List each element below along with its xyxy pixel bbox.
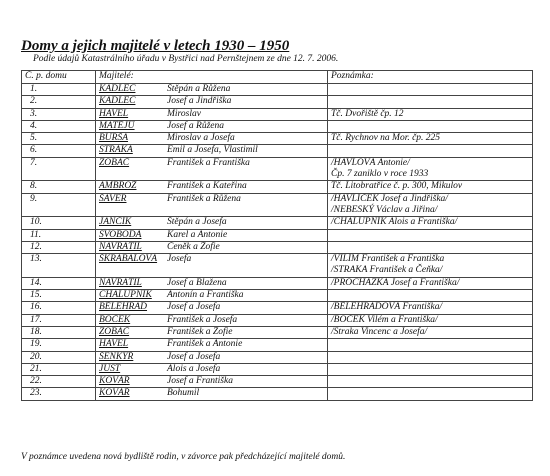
owner-given-names: Josef a Růžena — [167, 120, 224, 131]
table-row — [22, 376, 533, 388]
house-number: 12. — [22, 241, 96, 253]
owner-given-names: Josef a Františka — [167, 376, 233, 387]
note-cell — [328, 314, 533, 326]
owners-cell — [96, 363, 328, 375]
house-number: 16. — [22, 302, 96, 314]
owner-given-names: František a Růžena — [167, 193, 241, 204]
house-number: 21. — [22, 363, 96, 375]
note-line: /PROCHÁZKA Josef a Františka/ — [331, 277, 460, 288]
owners-cell — [96, 351, 328, 363]
house-number: 20. — [22, 351, 96, 363]
header-house-number: Č. p. domu — [22, 71, 96, 84]
table-row — [22, 229, 533, 241]
note-cell — [328, 217, 533, 229]
header-owners: Majitelé: — [96, 71, 328, 84]
owner-given-names: Josef a Jindřiška — [167, 96, 232, 107]
owner-given-names: Štěpán a Josefa — [167, 217, 227, 228]
owners-cell — [96, 157, 328, 181]
note-cell — [328, 96, 533, 108]
owner-given-names: František a Žofie — [167, 326, 233, 337]
note-line: /CHALUPNÍK Alois a Františka/ — [331, 217, 458, 228]
owner-surname: KOVÁŘ — [99, 376, 130, 387]
house-number: 18. — [22, 326, 96, 338]
footnote: V poznámce uvedena nová bydliště rodin, v závorce pak předcházející majitelé domů. — [21, 452, 346, 462]
note-line: /HAVLÍČEK Josef a Jindřiška/ — [331, 193, 448, 204]
table-body — [22, 84, 533, 401]
owner-surname: AMBROŽ — [99, 181, 137, 192]
table-row — [22, 145, 533, 157]
note-cell — [328, 302, 533, 314]
owners-cell — [96, 277, 328, 289]
owner-surname: NAVRÁTIL — [99, 277, 142, 288]
owners-cell — [96, 326, 328, 338]
note-cell — [328, 376, 533, 388]
owner-surname: ŠKRABALOVÁ — [99, 254, 158, 265]
note-cell — [328, 157, 533, 181]
owner-surname: JUST — [99, 363, 121, 374]
table-row — [22, 314, 533, 326]
note-line: Tč. Rychnov na Mor. čp. 225 — [331, 133, 441, 144]
table-row — [22, 339, 533, 351]
note-line: /NEBESKÝ Václav a Jiřina/ — [331, 204, 438, 215]
owners-cell — [96, 84, 328, 96]
owners-cell — [96, 181, 328, 193]
owners-cell — [96, 241, 328, 253]
house-number: 2. — [22, 96, 96, 108]
note-cell — [328, 181, 533, 193]
house-number: 6. — [22, 145, 96, 157]
owners-cell — [96, 108, 328, 120]
owner-surname: KOVÁŘ — [99, 388, 130, 399]
table-row — [22, 84, 533, 96]
house-number: 10. — [22, 217, 96, 229]
house-number: 22. — [22, 376, 96, 388]
owner-surname: JANČÍK — [99, 217, 132, 228]
owner-surname: SVOBODA — [99, 229, 142, 240]
table-row — [22, 193, 533, 217]
owner-surname: ZOBAČ — [99, 157, 130, 168]
owner-surname: BURŠA — [99, 133, 129, 144]
note-cell — [328, 241, 533, 253]
note-cell — [328, 145, 533, 157]
house-number: 9. — [22, 193, 96, 217]
table-row — [22, 241, 533, 253]
owner-surname: MATĚJŮ — [99, 120, 135, 131]
owner-given-names: Miroslav a Josefa — [167, 133, 235, 144]
note-cell — [328, 277, 533, 289]
owners-cell — [96, 376, 328, 388]
owner-given-names: Bohumil — [167, 388, 200, 399]
owner-surname: BOČEK — [99, 314, 131, 325]
table-row — [22, 326, 533, 338]
document-title: Domy a jejich majitelé v letech 1930 – 1950 — [21, 38, 290, 54]
owner-given-names: Emil a Josefa, Vlastimil — [167, 145, 258, 156]
note-cell — [328, 339, 533, 351]
owner-given-names: Čeněk a Žofie — [167, 241, 220, 252]
table-row — [22, 290, 533, 302]
note-cell — [328, 108, 533, 120]
note-cell — [328, 351, 533, 363]
owner-surname: NAVRÁTIL — [99, 241, 142, 252]
owners-cell — [96, 254, 328, 278]
table-row — [22, 96, 533, 108]
owner-surname: KADLEC — [99, 96, 136, 107]
owner-surname: ŠAVER — [99, 193, 127, 204]
table-row — [22, 351, 533, 363]
owners-cell — [96, 217, 328, 229]
owner-surname: ZOBAČ — [99, 326, 130, 337]
house-number: 4. — [22, 120, 96, 132]
owners-cell — [96, 120, 328, 132]
owner-surname: KADLEC — [99, 84, 136, 94]
owner-surname: ŠENKÝŘ — [99, 351, 134, 362]
owners-cell — [96, 96, 328, 108]
document-subtitle: Podle údajů Katastrálního úřadu v Bystřici nad Pernštejnem ze dne 12. 7. 2006. — [33, 54, 339, 64]
table-row — [22, 120, 533, 132]
owners-cell — [96, 290, 328, 302]
table-row — [22, 133, 533, 145]
note-cell — [328, 229, 533, 241]
note-cell — [328, 254, 533, 278]
owner-surname: HAVEL — [99, 108, 129, 119]
house-number: 14. — [22, 277, 96, 289]
note-cell — [328, 326, 533, 338]
owner-surname: STRAKA — [99, 145, 133, 156]
note-line: /HAVLOVÁ Antonie/ — [331, 157, 410, 168]
owners-cell — [96, 193, 328, 217]
owner-given-names: Karel a Antonie — [167, 229, 228, 240]
note-cell — [328, 133, 533, 145]
owner-given-names: Antonín a Františka — [167, 290, 244, 301]
house-number: 17. — [22, 314, 96, 326]
note-cell — [328, 290, 533, 302]
table-row — [22, 157, 533, 181]
note-line: /VILÍM František a Františka — [331, 254, 445, 265]
owners-cell — [96, 145, 328, 157]
owners-cell — [96, 133, 328, 145]
owner-given-names: František a Josefa — [167, 314, 238, 325]
house-number: 13. — [22, 254, 96, 278]
note-cell — [328, 84, 533, 96]
owner-given-names: Josef a Blažena — [167, 277, 227, 288]
owner-given-names: Alois a Josefa — [167, 363, 221, 374]
note-line: /BOČEK Vilém a Františka/ — [331, 314, 438, 325]
house-number: 3. — [22, 108, 96, 120]
owners-cell — [96, 388, 328, 400]
owner-surname: HAVEL — [99, 339, 129, 350]
house-number: 1. — [22, 84, 96, 96]
note-line: Tč. Dvořiště čp. 12 — [331, 108, 404, 119]
table-header-row — [22, 71, 533, 84]
table-row — [22, 217, 533, 229]
owner-given-names: František a Kateřina — [167, 181, 247, 192]
owner-given-names: Štěpán a Růžena — [167, 84, 231, 94]
table-row — [22, 108, 533, 120]
table-row — [22, 388, 533, 400]
owner-given-names: František a Františka — [167, 157, 250, 168]
owner-given-names: Miroslav — [167, 108, 201, 119]
note-line: Čp. 7 zaniklo v roce 1933 — [331, 169, 429, 180]
owner-surname: BĚLEHRAD — [99, 302, 148, 313]
owners-cell — [96, 314, 328, 326]
house-number: 7. — [22, 157, 96, 181]
note-line: Tč. Litobratřice č. p. 300, Mikulov — [331, 181, 463, 192]
header-note: Poznámka: — [328, 71, 533, 84]
table-row — [22, 254, 533, 278]
table-row — [22, 181, 533, 193]
owner-given-names: Josef a Josefa — [167, 351, 221, 362]
house-number: 11. — [22, 229, 96, 241]
note-cell — [328, 120, 533, 132]
house-number: 15. — [22, 290, 96, 302]
table-row — [22, 363, 533, 375]
house-number: 19. — [22, 339, 96, 351]
note-line: /BĚLEHRADOVÁ Františka/ — [331, 302, 443, 313]
note-line: /STRAKA František a Čeňka/ — [331, 265, 443, 276]
owners-cell — [96, 229, 328, 241]
house-number: 8. — [22, 181, 96, 193]
note-line: /Straka Vincenc a Josefa/ — [331, 326, 428, 337]
owner-given-names: František a Antonie — [167, 339, 243, 350]
note-cell — [328, 388, 533, 400]
owner-given-names: Josefa — [167, 254, 192, 265]
owners-table — [21, 70, 533, 401]
note-cell — [328, 193, 533, 217]
note-cell — [328, 363, 533, 375]
house-number: 23. — [22, 388, 96, 400]
table-row — [22, 277, 533, 289]
house-number: 5. — [22, 133, 96, 145]
owners-cell — [96, 302, 328, 314]
owners-cell — [96, 339, 328, 351]
owner-surname: CHALUPNÍK — [99, 290, 152, 301]
table-row — [22, 302, 533, 314]
owner-given-names: Josef a Josefa — [167, 302, 221, 313]
